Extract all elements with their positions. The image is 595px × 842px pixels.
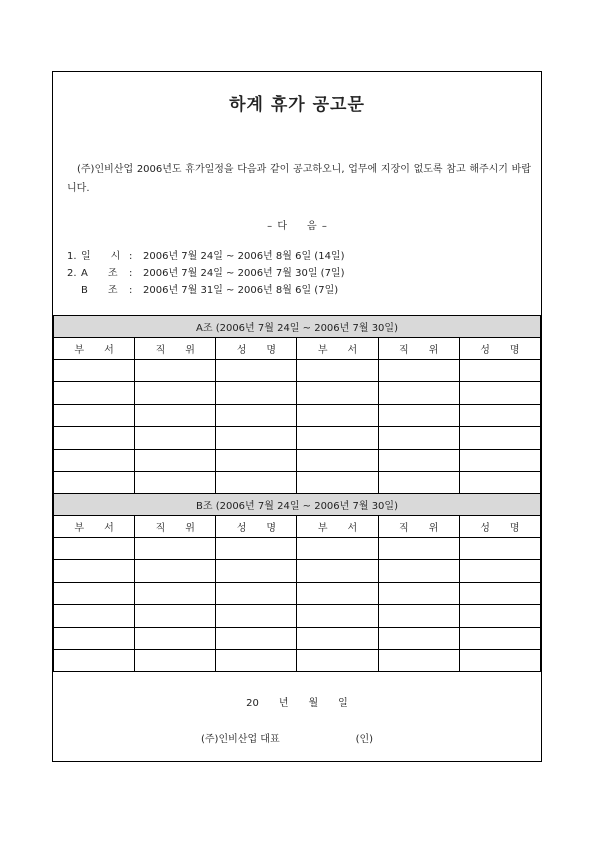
schedule-colon: : — [129, 268, 133, 279]
table-cell[interactable] — [378, 560, 459, 582]
group-b-table-wrap — [53, 493, 541, 672]
table-row — [54, 382, 541, 404]
table-row — [54, 427, 541, 449]
table-cell[interactable] — [54, 404, 135, 426]
table-cell[interactable] — [135, 560, 216, 582]
schedule-item-group-b — [67, 282, 345, 299]
table-cell[interactable] — [54, 560, 135, 582]
group-a-title: A조 (2006년 7월 24일 ~ 2006년 7월 30일) — [54, 316, 541, 338]
schedule-value: 2006년 7월 24일 ~ 2006년 7월 30일 (7일) — [143, 268, 345, 279]
schedule-value: 2006년 7월 31일 ~ 2006년 8월 6일 (7일) — [143, 285, 339, 296]
schedule-num: 1. — [67, 251, 77, 262]
table-cell[interactable] — [135, 471, 216, 493]
table-cell[interactable] — [378, 449, 459, 471]
schedule-num: 2. — [67, 268, 77, 279]
table-cell[interactable] — [54, 605, 135, 627]
table-cell[interactable] — [54, 360, 135, 382]
schedule-item-period — [67, 248, 345, 265]
table-cell[interactable] — [135, 627, 216, 649]
table-cell[interactable] — [459, 605, 540, 627]
schedule-num — [67, 282, 81, 299]
table-cell[interactable] — [216, 627, 297, 649]
table-cell[interactable] — [216, 449, 297, 471]
table-cell[interactable] — [135, 404, 216, 426]
table-cell[interactable] — [297, 382, 378, 404]
table-cell[interactable] — [378, 404, 459, 426]
table-cell[interactable] — [297, 649, 378, 671]
table-cell[interactable] — [378, 471, 459, 493]
group-a-table-wrap — [53, 315, 541, 494]
col-header-position: 직 위 — [135, 338, 216, 360]
col-header-name: 성 명 — [216, 516, 297, 538]
group-b-table — [53, 493, 541, 672]
intro-paragraph: (주)인비산업 2006년도 휴가일정을 다음과 같이 공고하오니, 업무에 지장이 없도록 참고 해주시기 바랍니다. — [67, 164, 531, 194]
group-a-table — [53, 315, 541, 494]
schedule-list — [67, 248, 345, 299]
table-cell[interactable] — [135, 360, 216, 382]
table-cell[interactable] — [216, 360, 297, 382]
table-cell[interactable] — [459, 649, 540, 671]
table-cell[interactable] — [54, 627, 135, 649]
table-cell[interactable] — [216, 649, 297, 671]
table-cell[interactable] — [135, 538, 216, 560]
table-cell[interactable] — [216, 605, 297, 627]
table-cell[interactable] — [459, 382, 540, 404]
table-cell[interactable] — [459, 627, 540, 649]
schedule-label: 일 시 — [81, 251, 121, 262]
group-a-body — [54, 360, 541, 494]
table-row — [54, 649, 541, 671]
document-title: 하계 휴가 공고문 — [229, 95, 365, 115]
table-cell[interactable] — [216, 538, 297, 560]
table-cell[interactable] — [54, 649, 135, 671]
table-cell[interactable] — [459, 360, 540, 382]
table-cell[interactable] — [135, 427, 216, 449]
table-cell[interactable] — [135, 649, 216, 671]
table-cell[interactable] — [459, 560, 540, 582]
col-header-dept: 부 서 — [54, 338, 135, 360]
table-cell[interactable] — [54, 471, 135, 493]
table-row — [54, 538, 541, 560]
col-header-position: 직 위 — [135, 516, 216, 538]
table-row — [54, 404, 541, 426]
col-header-name: 성 명 — [216, 338, 297, 360]
col-header-name: 성 명 — [459, 516, 540, 538]
table-cell[interactable] — [297, 427, 378, 449]
table-cell[interactable] — [54, 538, 135, 560]
table-cell[interactable] — [216, 582, 297, 604]
table-cell[interactable] — [378, 627, 459, 649]
col-header-dept: 부 서 — [54, 516, 135, 538]
table-cell[interactable] — [54, 582, 135, 604]
table-row — [54, 560, 541, 582]
schedule-label: B 조 — [81, 285, 118, 296]
schedule-value: 2006년 7월 24일 ~ 2006년 8월 6일 (14일) — [143, 251, 345, 262]
table-cell[interactable] — [378, 582, 459, 604]
table-cell[interactable] — [54, 449, 135, 471]
group-b-body — [54, 538, 541, 672]
table-cell[interactable] — [135, 382, 216, 404]
notice-document — [52, 71, 542, 762]
table-cell[interactable] — [459, 427, 540, 449]
table-cell[interactable] — [378, 649, 459, 671]
table-cell[interactable] — [459, 449, 540, 471]
schedule-colon: : — [129, 251, 133, 262]
details-heading: – 다 음 – — [267, 221, 327, 232]
schedule-item-group-a — [67, 265, 345, 282]
table-cell[interactable] — [297, 560, 378, 582]
group-b-title: B조 (2006년 7월 24일 ~ 2006년 7월 30일) — [54, 494, 541, 516]
table-row — [54, 471, 541, 493]
table-cell[interactable] — [297, 471, 378, 493]
table-cell[interactable] — [54, 382, 135, 404]
table-cell[interactable] — [378, 427, 459, 449]
company-representative: (주)인비산업 대표 — [201, 734, 280, 745]
table-cell[interactable] — [216, 382, 297, 404]
table-cell[interactable] — [297, 627, 378, 649]
table-cell[interactable] — [297, 449, 378, 471]
table-row — [54, 627, 541, 649]
table-cell[interactable] — [216, 471, 297, 493]
table-cell[interactable] — [459, 471, 540, 493]
table-cell[interactable] — [297, 404, 378, 426]
signature-date: 20 년 월 일 — [246, 698, 348, 709]
schedule-label: A 조 — [81, 268, 118, 279]
table-cell[interactable] — [297, 538, 378, 560]
table-cell[interactable] — [54, 427, 135, 449]
table-row — [54, 582, 541, 604]
schedule-colon: : — [129, 285, 133, 296]
col-header-name: 성 명 — [459, 338, 540, 360]
table-cell[interactable] — [459, 404, 540, 426]
table-cell[interactable] — [378, 360, 459, 382]
table-row — [54, 449, 541, 471]
table-cell[interactable] — [216, 404, 297, 426]
table-cell[interactable] — [135, 582, 216, 604]
table-cell[interactable] — [297, 605, 378, 627]
table-cell[interactable] — [297, 360, 378, 382]
table-cell[interactable] — [459, 538, 540, 560]
table-cell[interactable] — [378, 382, 459, 404]
col-header-dept: 부 서 — [297, 338, 378, 360]
table-cell[interactable] — [135, 449, 216, 471]
col-header-position: 직 위 — [378, 338, 459, 360]
table-cell[interactable] — [378, 605, 459, 627]
signature-line — [201, 730, 373, 745]
table-cell[interactable] — [216, 560, 297, 582]
col-header-dept: 부 서 — [297, 516, 378, 538]
table-cell[interactable] — [216, 427, 297, 449]
table-cell[interactable] — [135, 605, 216, 627]
col-header-position: 직 위 — [378, 516, 459, 538]
table-cell[interactable] — [297, 582, 378, 604]
seal-mark: (인) — [355, 734, 374, 745]
table-row — [54, 360, 541, 382]
table-row — [54, 605, 541, 627]
table-cell[interactable] — [459, 582, 540, 604]
table-cell[interactable] — [378, 538, 459, 560]
